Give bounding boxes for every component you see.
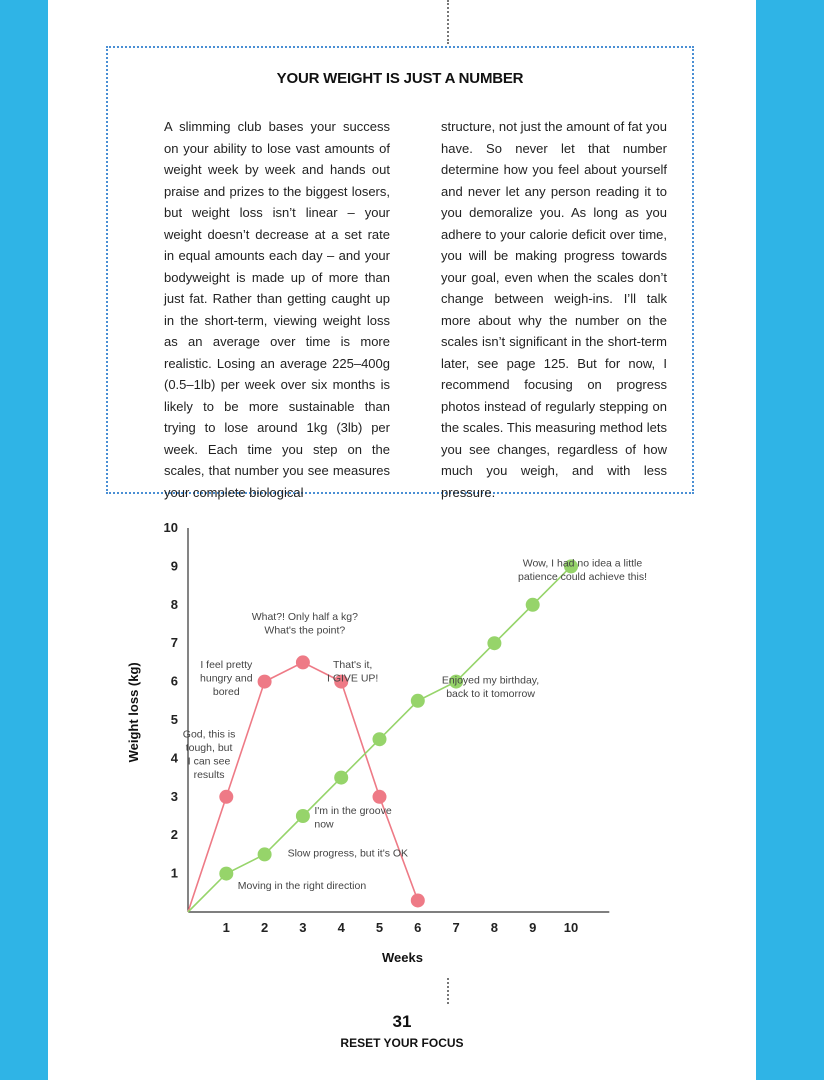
- bottom-dotted-rule: [447, 978, 449, 1004]
- x-tick-label: 5: [375, 920, 384, 935]
- chart-annotation: [518, 557, 647, 583]
- series-1-point: [296, 655, 310, 669]
- series-2-point: [219, 867, 233, 881]
- series-2-point: [334, 771, 348, 785]
- annotation-line: hungry and: [200, 672, 253, 685]
- series-1-point: [373, 790, 387, 804]
- annotation-line: Slow progress, but it's OK: [287, 847, 409, 860]
- x-tick-label: 1: [222, 920, 230, 935]
- y-tick-label: 1: [170, 865, 178, 881]
- series-2-point: [411, 694, 425, 708]
- series-1-point: [411, 893, 425, 907]
- chart-annotation: [327, 659, 378, 685]
- chart-annotation: [442, 675, 539, 701]
- article-box: [106, 46, 694, 500]
- annotation-line: I GIVE UP!: [327, 672, 379, 685]
- annotation-line: now: [314, 818, 334, 831]
- chart-annotation: [252, 611, 358, 637]
- annotation-line: results: [193, 768, 225, 781]
- left-column-text: A slimming club bases your success on your ability to lose vast amounts of weight week by week and hands out praise and prizes to the biggest losers, but weight loss isn’t linear – your weight doesn’t decrease at a set rate in equal amounts each day – and your bodyweight is made up of more than just fat. Rather than getting caught up in the short-term, viewing weight loss as an average over time is more realistic. Losing an average 225–400g (0.5–1lb) per week over six months is likely to be more sustainable than trying to lose around 1kg (3lb) per week. Each time you step on the scales, that number you see measures your complete biological: [164, 119, 390, 500]
- x-tick-label: 8: [490, 920, 499, 935]
- annotation-line: God, this is: [182, 728, 236, 741]
- annotation-line: I feel pretty: [200, 659, 253, 672]
- y-axis-label: Weight loss (kg): [126, 662, 141, 763]
- x-tick-label: 6: [414, 920, 422, 935]
- x-tick-label: 9: [529, 920, 537, 935]
- series-2-point: [258, 847, 272, 861]
- chart-annotation: [314, 805, 391, 831]
- chart-annotation: [288, 847, 408, 859]
- y-tick-label: 3: [170, 788, 178, 804]
- x-tick-label: 2: [260, 920, 269, 935]
- x-axis-label: Weeks: [381, 950, 423, 965]
- annotation-line: I can see: [187, 755, 231, 768]
- annotation-line: tough, but: [185, 741, 233, 754]
- series-2-point: [526, 598, 540, 612]
- chart-annotations: [183, 557, 647, 892]
- y-tick-label: 7: [170, 635, 178, 651]
- series-2-point: [296, 809, 310, 823]
- annotation-line: That's it,: [333, 659, 373, 672]
- chart-annotation: [238, 880, 367, 892]
- top-dotted-rule: [447, 0, 449, 44]
- x-tick-label: 7: [452, 920, 460, 935]
- annotation-line: bored: [212, 686, 240, 699]
- annotation-line: I'm in the groove: [314, 805, 392, 818]
- y-tick-label: 6: [170, 673, 178, 689]
- annotation-line: What?! Only half a kg?: [251, 611, 358, 624]
- x-tick-label: 10: [563, 920, 579, 935]
- series-2-point: [487, 636, 501, 650]
- y-tick-label: 2: [170, 827, 178, 843]
- y-tick-label: 8: [170, 596, 178, 612]
- series-2-point: [373, 732, 387, 746]
- article-right-column: [441, 116, 667, 503]
- article-title: YOUR WEIGHT IS JUST A NUMBER: [276, 70, 524, 87]
- series-1-point: [258, 675, 272, 689]
- chart-annotation: [200, 659, 253, 698]
- annotation-line: What's the point?: [264, 624, 346, 637]
- y-tick-label: 9: [170, 558, 178, 574]
- annotation-line: patience could achieve this!: [517, 570, 647, 583]
- annotation-line: Wow, I had no idea a little: [522, 557, 643, 570]
- y-tick-label: 5: [170, 712, 178, 727]
- annotation-line: Moving in the right direction: [237, 879, 367, 892]
- section-name: RESET YOUR FOCUS: [340, 1036, 464, 1050]
- y-tick-label: 4: [170, 750, 178, 766]
- y-tick-label: 10: [163, 520, 178, 535]
- weight-loss-chart: [100, 510, 720, 970]
- x-tick-label: 3: [299, 920, 307, 935]
- series-1-point: [219, 790, 233, 804]
- article-left-column: [164, 116, 390, 503]
- annotation-line: back to it tomorrow: [446, 688, 535, 701]
- page-number: 31: [392, 1012, 412, 1031]
- chart-annotation: [183, 728, 236, 781]
- annotation-line: Enjoyed my birthday,: [441, 674, 540, 687]
- right-column-text: structure, not just the amount of fat you have. So never let that number determine how you feel about yourself and never let any person reading it to you demoralize you. As long as you adhere to your calorie deficit over time, you will be making progress towards your goal, even when the scales don’t change between weigh-ins. I’ll talk more about why the number on the scales isn’t significant in the short-term later, see page 125. But for now, I recommend focusing on progress photos instead of regularly stepping on the scales. This measuring method lets you see changes, regardless of how much you weigh, and with less pressure.: [441, 119, 667, 500]
- x-tick-label: 4: [337, 920, 345, 935]
